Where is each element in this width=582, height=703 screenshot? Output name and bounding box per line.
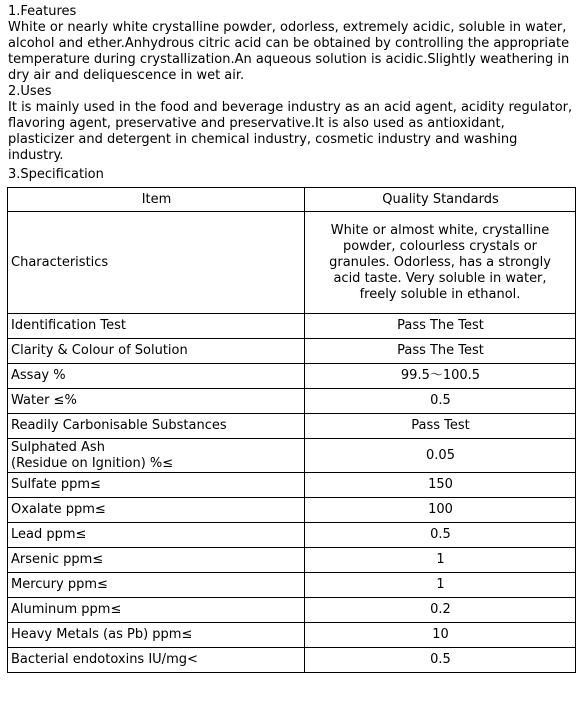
row-item: Aluminum ppm≤ [8, 598, 305, 623]
row-item: Arsenic ppm≤ [8, 548, 305, 573]
row-item: Lead ppm≤ [8, 523, 305, 548]
row-item: Oxalate ppm≤ [8, 498, 305, 523]
row-standard: 0.5 [305, 523, 576, 548]
table-row [8, 523, 576, 548]
table-row [8, 439, 576, 473]
row-item: Bacterial endotoxins IU/mg< [8, 648, 305, 673]
row-standard: 0.5 [305, 648, 576, 673]
row-standard: 100 [305, 498, 576, 523]
row-standard: 10 [305, 623, 576, 648]
uses-text: It is mainly used in the food and beverage industry as an acid agent, acidity regulator, flavoring agent, preservative and preservative.It is also used as antioxidant, plasticizer and detergent in chemical industry, cosmetic industry and washing industry. [8, 100, 573, 163]
row-item: Mercury ppm≤ [8, 573, 305, 598]
specification-heading: 3.Specification [8, 167, 104, 182]
row-standard: 99.5～100.5 [305, 364, 576, 389]
table-row [8, 339, 576, 364]
table-row [8, 414, 576, 439]
row-item-line1: Sulphated Ash [11, 439, 105, 455]
features-text: White or nearly white crystalline powder, odorless, extremely acidic, soluble in water, alcohol and ether.Anhydrous citric acid can be obtained by controlling the appropriate temperature during crystallization.An aqueous solution is acidic.Slightly weathering in dry air and deliquescence in wet air. [8, 20, 570, 83]
row-standard: 0.2 [305, 598, 576, 623]
row-item: Assay % [8, 364, 305, 389]
row-standard: Pass The Test [305, 314, 576, 339]
row-item: Readily Carbonisable Substances [8, 414, 305, 439]
column-header-item: Item [8, 188, 305, 212]
row-item: Water ≤% [8, 389, 305, 414]
row-standard: 0.5 [305, 389, 576, 414]
table-row [8, 573, 576, 598]
row-standard: 1 [305, 548, 576, 573]
row-standard-text: White or almost white, crystalline powder, colourless crystals or granules. Odorless, has a strongly acid taste. Very soluble in water, freely soluble in ethanol. [329, 222, 551, 302]
row-standard: 0.05 [305, 439, 576, 473]
uses-heading: 2.Uses [8, 84, 52, 99]
row-item-line2: (Residue on Ignition) %≤ [11, 455, 174, 471]
row-item: Identification Test [8, 314, 305, 339]
table-row [8, 389, 576, 414]
table-row [8, 623, 576, 648]
row-standard: Pass The Test [305, 339, 576, 364]
table-header-row [8, 188, 576, 212]
row-standard: 150 [305, 473, 576, 498]
row-item: Sulfate ppm≤ [8, 473, 305, 498]
table-row [8, 548, 576, 573]
specification-table [7, 187, 576, 673]
row-item: Characteristics [8, 212, 305, 314]
table-row [8, 648, 576, 673]
row-standard: Pass Test [305, 414, 576, 439]
table-row [8, 598, 576, 623]
table-row [8, 498, 576, 523]
table-row [8, 473, 576, 498]
row-item: Clarity & Colour of Solution [8, 339, 305, 364]
row-item [8, 439, 305, 473]
table-row [8, 364, 576, 389]
table-row [8, 314, 576, 339]
table-row [8, 212, 576, 314]
row-item: Heavy Metals (as Pb) ppm≤ [8, 623, 305, 648]
column-header-quality-standards: Quality Standards [305, 188, 576, 212]
features-heading: 1.Features [8, 4, 77, 19]
row-standard [305, 212, 576, 314]
row-standard: 1 [305, 573, 576, 598]
